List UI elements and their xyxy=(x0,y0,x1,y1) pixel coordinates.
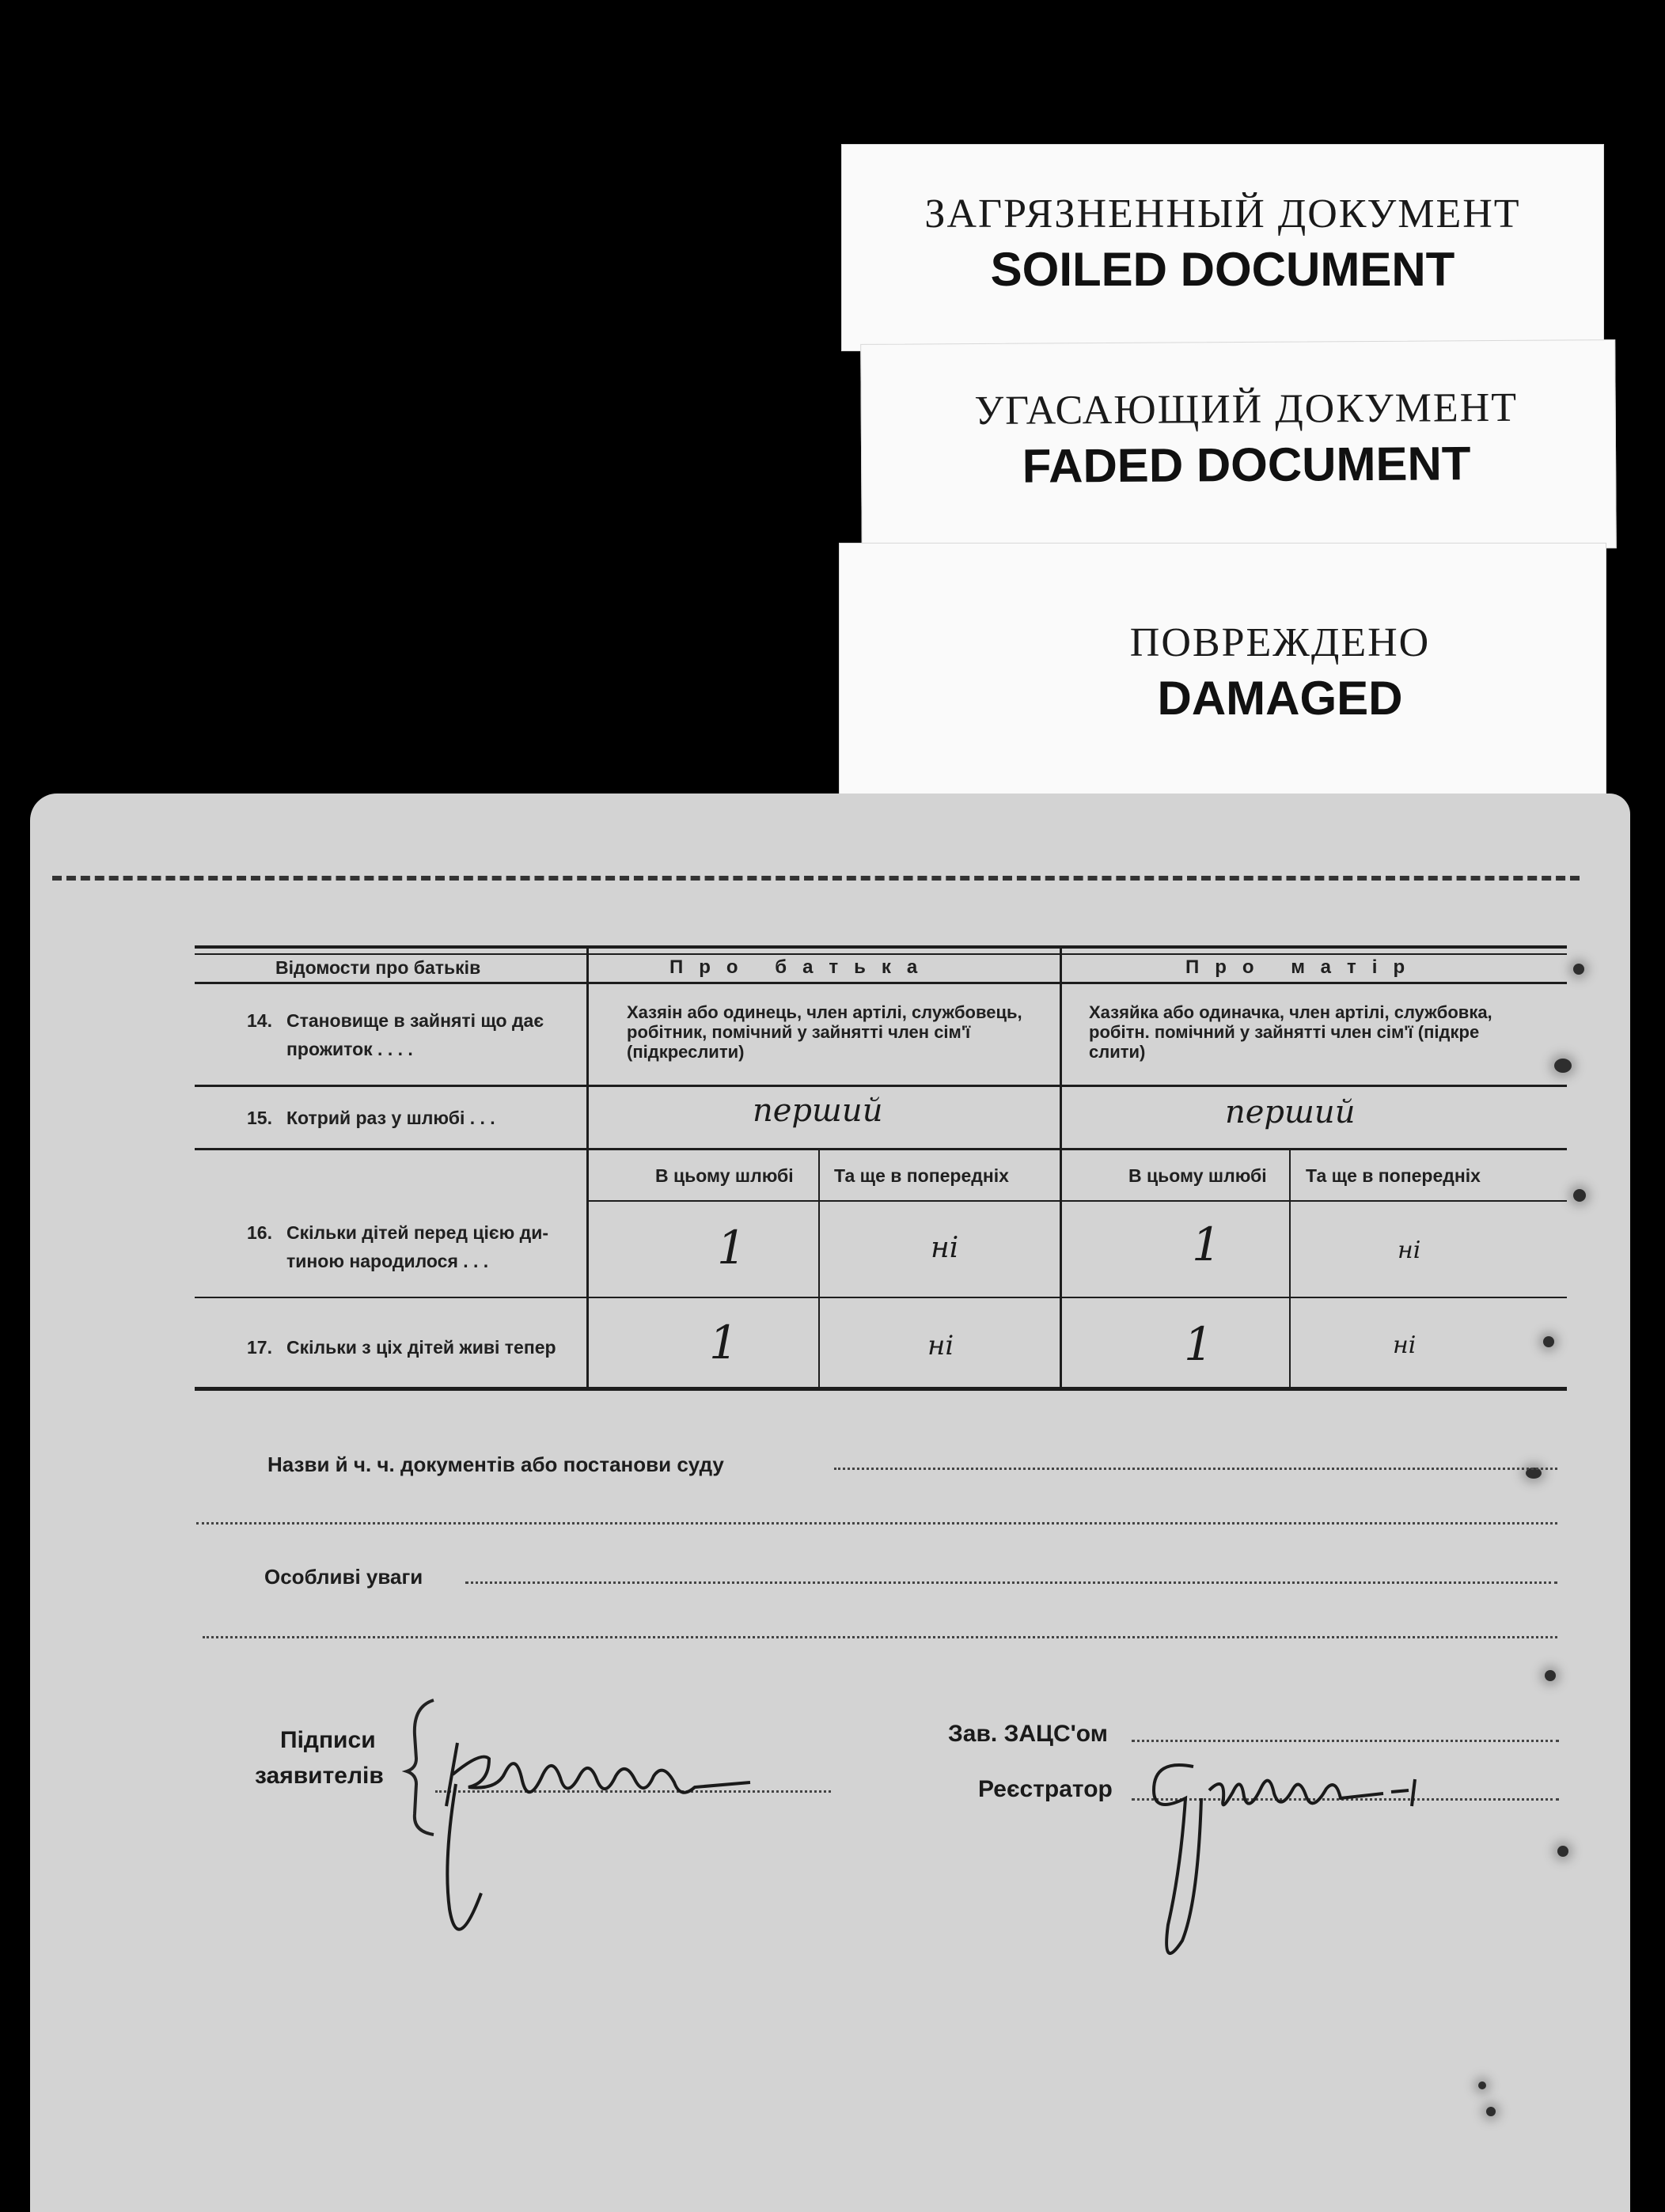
faded-document-label xyxy=(860,339,1617,553)
row15-mother-value: перший xyxy=(1225,1094,1356,1131)
row16-number: 16. xyxy=(247,1222,272,1243)
damaged-label-ru: ПОВРЕЖДЕНО xyxy=(1129,620,1431,665)
row16-rule xyxy=(195,1297,1567,1298)
row14-father-text: Хазяін або одинець, член артілі, службовець, робітник, помічний у зайнятті член сім'ї (підкреслити) xyxy=(627,1002,1022,1062)
row16-father-this: 1 xyxy=(717,1221,746,1275)
soiled-label-ru: ЗАГРЯЗНЕННЫЙ ДОКУМЕНТ xyxy=(924,191,1521,237)
table-top-rule-thin xyxy=(195,953,1567,955)
father-mother-divider xyxy=(1060,945,1062,1391)
head-zags-label: Зав. ЗАЦС'ом xyxy=(948,1721,1108,1747)
father-header: Про батька xyxy=(669,956,934,978)
pin-hole xyxy=(1545,1670,1556,1681)
row17-label: Скільки з ціх дітей живі тепер xyxy=(286,1337,556,1358)
table-bottom-rule xyxy=(195,1387,1567,1391)
row15-number: 15. xyxy=(247,1108,272,1128)
father-previous-header: Та ще в попередніх xyxy=(834,1165,1009,1186)
row14-label-line1: Становище в зайняті що дає xyxy=(286,1010,544,1031)
remarks-dotline-2 xyxy=(203,1636,1557,1638)
subheader-rule xyxy=(589,1200,1567,1202)
documents-dotline-2 xyxy=(196,1522,1557,1525)
row15-label: Котрий раз у шлюбі . . . xyxy=(286,1108,495,1128)
pin-hole xyxy=(1478,2081,1486,2089)
remarks-dotline xyxy=(465,1581,1557,1584)
soiled-document-label xyxy=(841,144,1604,351)
father-this-marriage-header: В цьому шлюбі xyxy=(655,1165,794,1186)
row17-father-this: 1 xyxy=(709,1316,738,1369)
mother-previous-header: Та ще в попередніх xyxy=(1306,1165,1481,1186)
row16-label-line1: Скільки дітей перед цією ди- xyxy=(286,1222,549,1243)
row17-mother-this: 1 xyxy=(1184,1317,1213,1371)
applicants-signature-label-line2: заявителів xyxy=(255,1763,384,1789)
parents-info-table xyxy=(195,945,1567,1392)
row14-rule xyxy=(195,1085,1567,1087)
documents-label: Назви й ч. ч. документів або постанови суду xyxy=(267,1453,724,1476)
pin-hole xyxy=(1573,1189,1586,1202)
row16-father-prev: ні xyxy=(931,1232,959,1264)
applicant-signature-drawing xyxy=(434,1727,766,1964)
documents-dotline xyxy=(834,1468,1557,1470)
damaged-label-en: DAMAGED xyxy=(1157,672,1403,725)
pin-hole xyxy=(1486,2107,1496,2116)
faded-label-en: FADED DOCUMENT xyxy=(1022,437,1471,493)
row17-father-prev: ні xyxy=(927,1330,954,1362)
table-top-rule xyxy=(195,945,1567,949)
head-zags-dotline xyxy=(1132,1740,1559,1742)
remarks-label: Особливі уваги xyxy=(264,1565,423,1589)
faded-label-ru: УГАСАЮЩИЙ ДОКУМЕНТ xyxy=(974,384,1519,434)
registrar-signature-drawing xyxy=(1130,1743,1462,1996)
mother-subcolumn-divider xyxy=(1289,1150,1291,1391)
perforation-line xyxy=(52,876,1580,881)
registrar-label: Реєстратор xyxy=(978,1776,1113,1802)
pin-hole xyxy=(1557,1846,1568,1857)
father-subcolumn-divider xyxy=(818,1150,820,1391)
row16-mother-this: 1 xyxy=(1192,1218,1221,1271)
row16-label-line2: тиною народилося . . . xyxy=(286,1251,489,1271)
row15-rule xyxy=(195,1148,1567,1150)
row17-number: 17. xyxy=(247,1337,272,1358)
row16-mother-prev: ні xyxy=(1398,1237,1421,1264)
header-rule xyxy=(195,982,1567,984)
soiled-label-en: SOILED DOCUMENT xyxy=(990,243,1455,296)
damaged-document-label xyxy=(839,543,1606,796)
row14-label-line2: прожиток . . . . xyxy=(286,1039,413,1059)
document-sheet xyxy=(30,794,1630,2212)
parents-info-header: Відомости про батьків xyxy=(275,957,481,978)
mother-header: Про матір xyxy=(1185,956,1421,978)
label-column-divider xyxy=(586,945,589,1391)
row14-number: 14. xyxy=(247,1010,272,1031)
row14-mother-text: Хазяйка або одиначка, член артілі, службовка, робітн. помічний у зайнятті член сім'ї (підкре слити) xyxy=(1089,1002,1492,1062)
mother-this-marriage-header: В цьому шлюбі xyxy=(1128,1165,1267,1186)
row15-father-value: перший xyxy=(753,1093,883,1129)
row17-mother-prev: ні xyxy=(1393,1331,1417,1359)
pin-hole xyxy=(1573,964,1584,975)
applicants-signature-label-line1: Підписи xyxy=(280,1727,376,1753)
